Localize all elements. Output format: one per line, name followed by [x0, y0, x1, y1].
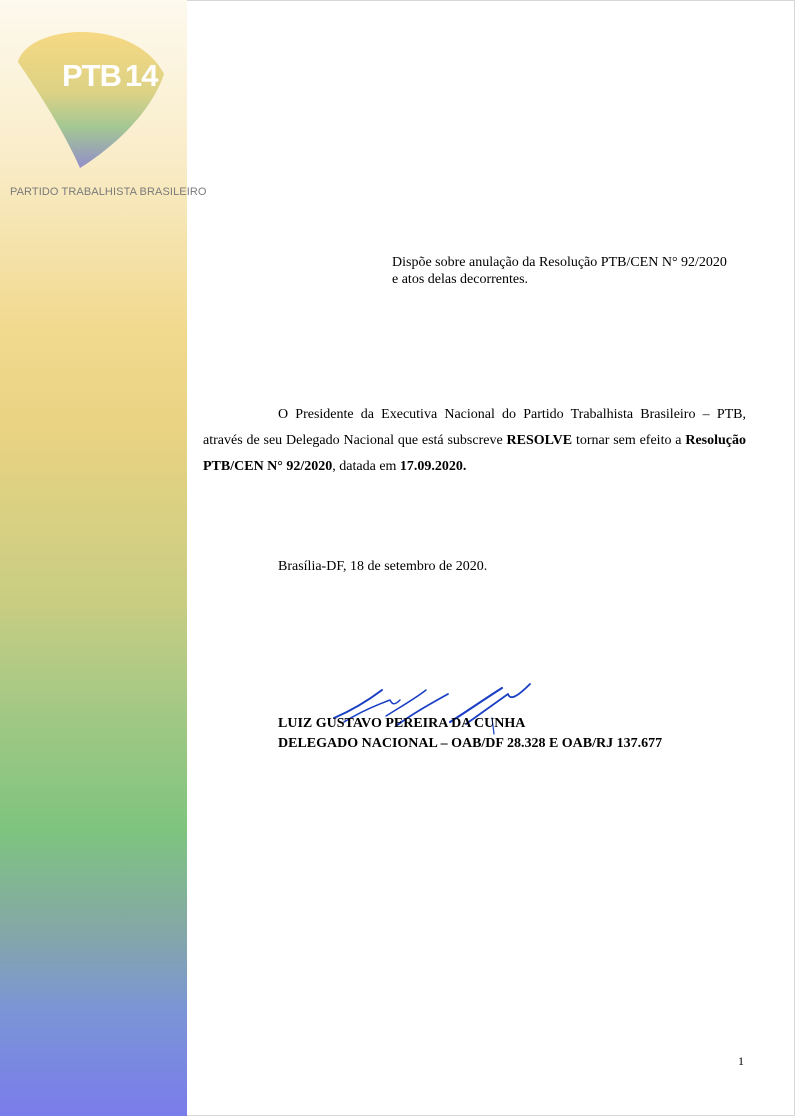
body-bold-resolution: Resolução PTB/CEN N° 92/2020	[203, 433, 746, 474]
body-text-1: O Presidente da Executiva Nacional do Partido Trabalhista Brasileiro – PTB, através de seu Delegado Nacional que está subscreve	[203, 407, 746, 448]
signer-name: LUIZ GUSTAVO PEREIRA DA CUNHA	[278, 716, 526, 731]
signer-block	[278, 714, 662, 754]
ementa-line-2: e atos delas decorrentes.	[392, 272, 529, 287]
signer-title: DELEGADO NACIONAL – OAB/DF 28.328 E OAB/RJ 137.677	[278, 736, 663, 751]
body-text-2: tornar sem efeito a	[572, 433, 686, 448]
page-number: 1	[738, 1054, 744, 1068]
ementa-line-1: Dispõe sobre anulação da Resolução PTB/CEN N° 92/2020	[392, 255, 727, 270]
body-bold-resolve: RESOLVE	[506, 433, 573, 448]
ementa	[392, 254, 752, 288]
logo-wordmark	[62, 60, 157, 91]
body-text-3: , datada em	[332, 459, 400, 474]
logo-ptb: PTB	[62, 58, 121, 93]
letterhead-sidebar	[0, 0, 207, 1116]
ptb-logo-leaf	[14, 22, 170, 170]
place-date: Brasília-DF, 18 de setembro de 2020.	[278, 559, 488, 574]
resolution-paragraph	[203, 402, 746, 480]
body-bold-date: 17.09.2020.	[399, 459, 467, 474]
party-name: PARTIDO TRABALHISTA BRASILEIRO	[10, 186, 207, 198]
logo-number: 14	[125, 58, 158, 93]
